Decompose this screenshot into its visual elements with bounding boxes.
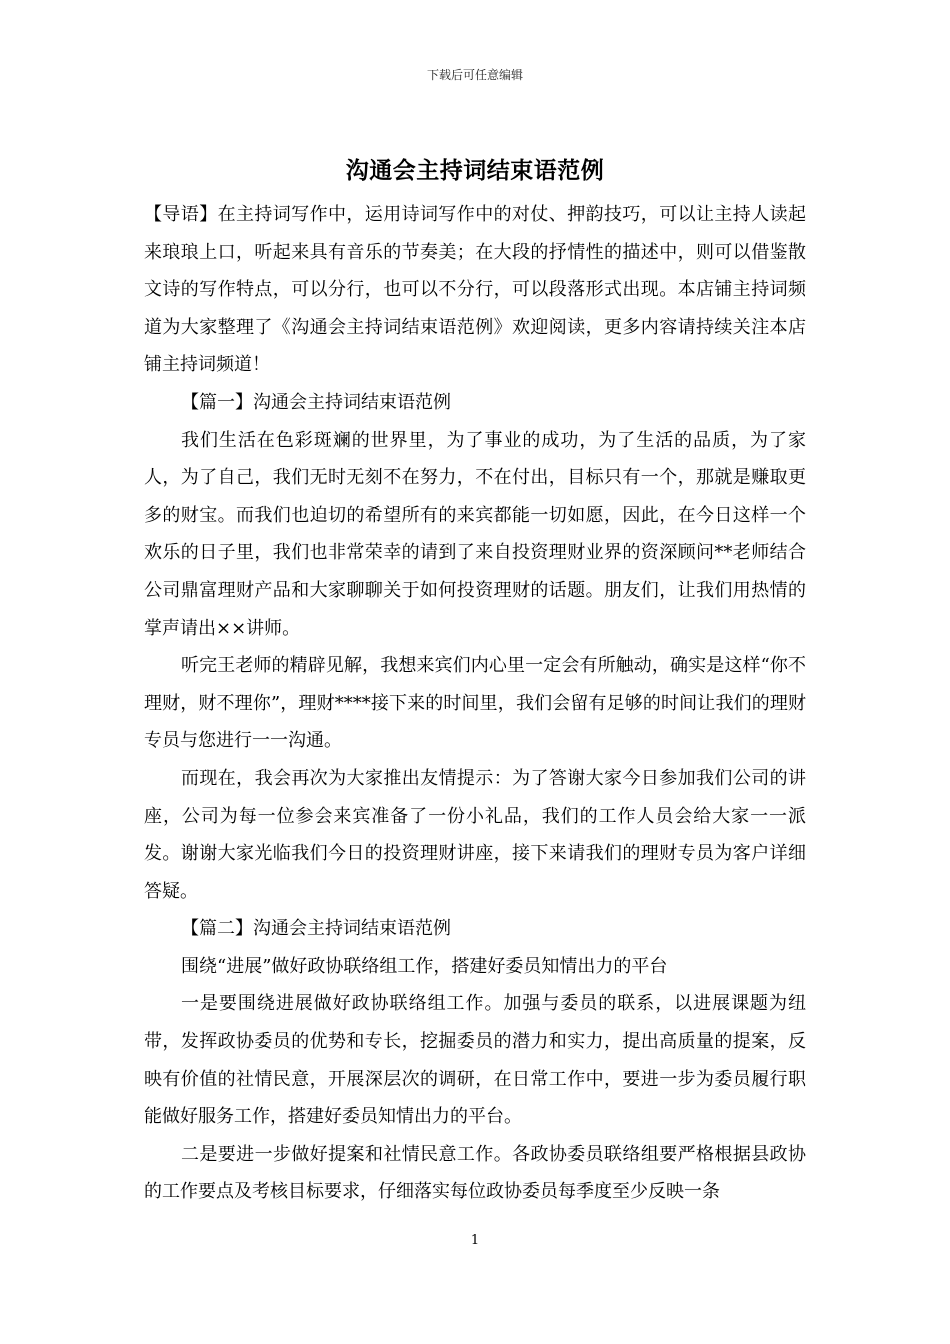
- page-number: 1: [470, 1233, 480, 1248]
- body-paragraph: 二是要进一步做好提案和社情民意工作。各政协委员联络组要严格根据县政协的工作要点及考核目标要求，仔细落实每位政协委员每季度至少反映一条: [144, 1143, 806, 1203]
- body-paragraph: 围绕“进展”做好政协联络组工作，搭建好委员知情出力的平台: [181, 955, 668, 977]
- document-body: [144, 196, 806, 1211]
- section-heading-2: 【篇二】沟通会主持词结束语范例: [181, 918, 451, 940]
- intro-paragraph: 【导语】在主持词写作中，运用诗词写作中的对仗、押韵技巧，可以让主持人读起来琅琅上口，听起来具有音乐的节奏美；在大段的抒情性的描述中，则可以借鉴散文诗的写作特点，可以分行，也可以不分行，可以段落形式出现。本店铺主持词频道为大家整理了《沟通会主持词结束语范例》欢迎阅读，更多内容请持续关注本店铺主持词频道！: [144, 204, 806, 376]
- body-paragraph: 听完王老师的精辟见解，我想来宾们内心里一定会有所触动，确实是这样“你不理财，财不理你”，理财****接下来的时间里，我们会留有足够的时间让我们的理财专员与您进行一一沟通。: [144, 655, 806, 752]
- section-heading-1: 【篇一】沟通会主持词结束语范例: [181, 391, 451, 413]
- body-paragraph: 而现在，我会再次为大家推出友情提示：为了答谢大家今日参加我们公司的讲座，公司为每一位参会来宾准备了一份小礼品，我们的工作人员会给大家一一派发。谢谢大家光临我们今日的投资理财讲座，接下来请我们的理财专员为客户详细答疑。: [144, 767, 806, 902]
- header-note: 下载后可任意编辑: [426, 68, 523, 82]
- document-title: 沟通会主持词结束语范例: [345, 157, 605, 184]
- body-paragraph: 我们生活在色彩斑斓的世界里，为了事业的成功，为了生活的品质，为了家人，为了自己，我们无时无刻不在努力，不在付出，目标只有一个，那就是赚取更多的财宝。而我们也迫切的希望所有的来宾都能一切如愿，因此，在今日这样一个欢乐的日子里，我们也非常荣幸的请到了来自投资理财业界的资深顾问**老师结合公司鼎富理财产品和大家聊聊关于如何投资理财的话题。朋友们，让我们用热情的掌声请出××讲师。: [144, 429, 806, 639]
- body-paragraph: 一是要围绕进展做好政协联络组工作。加强与委员的联系，以进展课题为纽带，发挥政协委员的优势和专长，挖掘委员的潜力和实力，提出高质量的提案，反映有价值的社情民意，开展深层次的调研，在日常工作中，要进一步为委员履行职能做好服务工作，搭建好委员知情出力的平台。: [144, 993, 806, 1128]
